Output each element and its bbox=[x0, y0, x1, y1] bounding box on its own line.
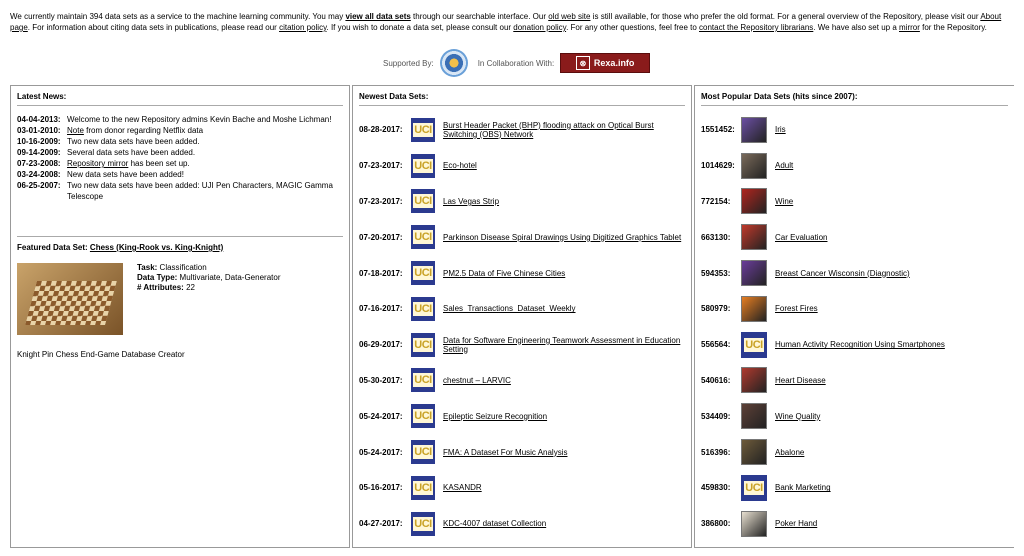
popular-hits: 386800: bbox=[701, 519, 731, 529]
newest-date: 08-28-2017: bbox=[359, 125, 403, 135]
popular-hits: 540616: bbox=[701, 375, 731, 385]
popular-dataset-link[interactable]: Wine Quality bbox=[775, 411, 821, 421]
type-label: Data Type: bbox=[137, 273, 178, 282]
popular-dataset-link[interactable]: Human Activity Recognition Using Smartphones bbox=[775, 340, 945, 350]
newest-datasets-title: Newest Data Sets: bbox=[359, 92, 429, 101]
popular-hits: 772154: bbox=[701, 196, 731, 206]
news-item bbox=[17, 169, 343, 180]
featured-label: Featured Data Set: bbox=[17, 243, 88, 252]
newest-row bbox=[359, 470, 685, 506]
news-link[interactable]: Note bbox=[67, 126, 84, 135]
popular-dataset-link[interactable]: Forest Fires bbox=[775, 304, 818, 314]
newest-row bbox=[359, 291, 685, 327]
featured-dataset bbox=[17, 243, 343, 256]
uci-icon-text: UCI bbox=[414, 231, 432, 244]
featured-task bbox=[137, 263, 280, 273]
uci-icon-text: UCI bbox=[414, 410, 432, 423]
newest-row bbox=[359, 219, 685, 255]
uci-icon[interactable] bbox=[411, 440, 435, 464]
popular-datasets-panel bbox=[694, 85, 1014, 548]
popular-row bbox=[701, 148, 1008, 184]
news-text-body: has been set up. bbox=[128, 159, 190, 168]
popular-row bbox=[701, 219, 1008, 255]
news-text bbox=[67, 114, 343, 125]
news-text-body: from donor regarding Netflix data bbox=[83, 126, 204, 135]
news-date: 09-14-2009: bbox=[17, 148, 61, 157]
newest-dataset-link[interactable]: Sales_Transactions_Dataset_Weekly bbox=[443, 304, 576, 314]
popular-dataset-link[interactable]: Abalone bbox=[775, 447, 805, 457]
news-date: 03-01-2010: bbox=[17, 126, 61, 135]
dataset-thumbnail-icon[interactable] bbox=[741, 367, 767, 393]
citation-policy-link[interactable]: citation policy bbox=[279, 23, 327, 32]
featured-meta bbox=[137, 263, 280, 293]
popular-dataset-link[interactable]: Wine bbox=[775, 196, 794, 206]
news-list bbox=[11, 106, 349, 202]
newest-date: 07-23-2017: bbox=[359, 161, 403, 171]
newest-row bbox=[359, 506, 685, 542]
popular-hits: 516396: bbox=[701, 447, 731, 457]
uci-icon-text: UCI bbox=[414, 123, 432, 136]
uci-icon[interactable] bbox=[411, 297, 435, 321]
newest-dataset-link[interactable]: Data for Software Engineering Teamwork Assessment in Education Setting bbox=[443, 335, 681, 354]
view-all-datasets-link[interactable]: view all data sets bbox=[345, 12, 411, 21]
featured-description: Knight Pin Chess End-Game Database Creator bbox=[17, 350, 185, 359]
nsf-logo-icon[interactable] bbox=[440, 49, 468, 77]
newest-date: 06-29-2017: bbox=[359, 340, 403, 350]
type-value: Multivariate, Data-Generator bbox=[179, 273, 281, 282]
news-date: 03-24-2008: bbox=[17, 170, 61, 179]
dataset-thumbnail-icon[interactable] bbox=[741, 224, 767, 250]
newest-date: 07-16-2017: bbox=[359, 304, 403, 314]
newest-row bbox=[359, 112, 685, 148]
uci-icon[interactable] bbox=[411, 333, 435, 357]
uci-icon[interactable] bbox=[411, 189, 435, 213]
popular-datasets-title: Most Popular Data Sets (hits since 2007): bbox=[701, 92, 858, 101]
newest-date: 07-20-2017: bbox=[359, 232, 403, 242]
dataset-thumbnail-icon[interactable] bbox=[741, 403, 767, 429]
uci-icon[interactable] bbox=[411, 118, 435, 142]
popular-row bbox=[701, 470, 1008, 506]
popular-row bbox=[701, 363, 1008, 399]
support-bar bbox=[383, 52, 650, 74]
popular-row bbox=[701, 291, 1008, 327]
popular-dataset-link[interactable]: Heart Disease bbox=[775, 375, 826, 385]
dataset-thumbnail-icon[interactable] bbox=[741, 260, 767, 286]
news-text bbox=[67, 158, 343, 169]
dataset-thumbnail-icon[interactable] bbox=[741, 511, 767, 537]
divider bbox=[359, 105, 685, 106]
news-item bbox=[17, 136, 343, 147]
task-value: Classification bbox=[159, 263, 207, 272]
contact-librarians-link[interactable]: contact the Repository librarians bbox=[699, 23, 814, 32]
newest-date: 04-27-2017: bbox=[359, 519, 403, 529]
uci-icon[interactable] bbox=[411, 225, 435, 249]
newest-dataset-link[interactable]: FMA: A Dataset For Music Analysis bbox=[443, 447, 568, 457]
uci-icon-text: UCI bbox=[414, 195, 432, 208]
news-item bbox=[17, 147, 343, 158]
featured-attributes bbox=[137, 283, 280, 293]
popular-row bbox=[701, 327, 1008, 363]
news-text-body: Two new data sets have been added. bbox=[67, 137, 200, 146]
popular-row bbox=[701, 255, 1008, 291]
newest-dataset-link[interactable]: KDC-4007 dataset Collection bbox=[443, 519, 547, 529]
newest-dataset-link[interactable]: PM2.5 Data of Five Chinese Cities bbox=[443, 268, 566, 278]
popular-row bbox=[701, 112, 1008, 148]
news-text-body: New data sets have been added! bbox=[67, 170, 184, 179]
news-text bbox=[67, 125, 343, 136]
intro-part: . For information about citing data sets in publications, please read our bbox=[27, 23, 280, 32]
newest-row bbox=[359, 148, 685, 184]
news-item bbox=[17, 125, 343, 136]
uci-icon[interactable] bbox=[411, 154, 435, 178]
news-text-body: Welcome to the new Repository admins Kevin Bache and Moshe Lichman! bbox=[67, 115, 332, 124]
uci-icon-text: UCI bbox=[414, 159, 432, 172]
newest-date: 05-24-2017: bbox=[359, 447, 403, 457]
uci-icon[interactable] bbox=[411, 261, 435, 285]
intro-part: is still available, for those who prefer the old format. For a general overview of the Repository, please visit our bbox=[590, 12, 981, 21]
newest-row bbox=[359, 434, 685, 470]
newest-dataset-link[interactable]: Burst Header Packet (BHP) flooding attack on Optical Burst Switching (OBS) Network bbox=[443, 120, 654, 139]
newest-row bbox=[359, 184, 685, 220]
intro-part: . We have also set up a bbox=[813, 23, 899, 32]
news-text bbox=[67, 169, 343, 180]
newest-row bbox=[359, 363, 685, 399]
newest-date: 07-18-2017: bbox=[359, 268, 403, 278]
news-text-body: Several data sets have been added. bbox=[67, 148, 196, 157]
about-page-link[interactable]: About page bbox=[10, 12, 1002, 32]
newest-date: 05-16-2017: bbox=[359, 483, 403, 493]
intro-part: for the Repository. bbox=[919, 23, 987, 32]
newest-date: 05-24-2017: bbox=[359, 411, 403, 421]
newest-dataset-link[interactable]: Epileptic Seizure Recognition bbox=[443, 411, 548, 421]
news-text-body: Two new data sets have been added: UJI Pen Characters, MAGIC Gamma Telescope bbox=[67, 181, 333, 201]
latest-news-title: Latest News: bbox=[17, 92, 67, 101]
newest-dataset-link[interactable]: Eco-hotel bbox=[443, 161, 477, 171]
popular-dataset-link[interactable]: Breast Cancer Wisconsin (Diagnostic) bbox=[775, 268, 910, 278]
popular-dataset-link[interactable]: Bank Marketing bbox=[775, 483, 831, 493]
dataset-thumbnail-icon[interactable] bbox=[741, 188, 767, 214]
newest-date: 05-30-2017: bbox=[359, 375, 403, 385]
uci-icon[interactable] bbox=[411, 368, 435, 392]
popular-row bbox=[701, 506, 1008, 542]
newest-datasets-panel bbox=[352, 85, 692, 548]
uci-icon-text: UCI bbox=[745, 338, 763, 351]
divider bbox=[701, 105, 1008, 106]
uci-icon-text: UCI bbox=[414, 302, 432, 315]
dataset-thumbnail-icon[interactable] bbox=[741, 117, 767, 143]
popular-hits: 556564: bbox=[701, 340, 731, 350]
uci-icon[interactable] bbox=[411, 404, 435, 428]
featured-type bbox=[137, 273, 280, 283]
uci-icon[interactable] bbox=[741, 475, 767, 501]
latest-news-panel bbox=[10, 85, 350, 548]
uci-icon-text: UCI bbox=[414, 267, 432, 280]
uci-icon-text: UCI bbox=[414, 446, 432, 459]
uci-icon-text: UCI bbox=[414, 481, 432, 494]
newest-row bbox=[359, 255, 685, 291]
rexa-logo-text: Rexa.info bbox=[593, 58, 635, 68]
uci-icon[interactable] bbox=[741, 332, 767, 358]
newest-row bbox=[359, 398, 685, 434]
attr-value: 22 bbox=[186, 283, 195, 292]
dataset-thumbnail-icon[interactable] bbox=[741, 153, 767, 179]
uci-icon-text: UCI bbox=[745, 481, 763, 494]
uci-icon-text: UCI bbox=[414, 338, 432, 351]
intro-part: We currently maintain 394 data sets as a service to the machine learning community. You may bbox=[10, 12, 346, 21]
collaboration-label: In Collaboration With: bbox=[477, 58, 555, 68]
mirror-link[interactable]: mirror bbox=[899, 23, 920, 32]
popular-dataset-link[interactable]: Car Evaluation bbox=[775, 232, 828, 242]
intro-part: through our searchable interface. Our bbox=[410, 12, 549, 21]
popular-hits: 580979: bbox=[701, 304, 731, 314]
task-label: Task: bbox=[137, 263, 158, 272]
intro-part: . For any other questions, feel free to bbox=[566, 23, 700, 32]
news-date: 10-16-2009: bbox=[17, 137, 61, 146]
popular-hits: 594353: bbox=[701, 268, 731, 278]
news-date: 04-04-2013: bbox=[17, 115, 61, 124]
popular-list bbox=[701, 112, 1008, 542]
news-item bbox=[17, 180, 343, 202]
popular-dataset-link[interactable]: Adult bbox=[775, 161, 794, 171]
uci-icon-text: UCI bbox=[414, 517, 432, 530]
old-web-site-link[interactable]: old web site bbox=[548, 12, 591, 21]
popular-hits: 663130: bbox=[701, 232, 731, 242]
popular-row bbox=[701, 434, 1008, 470]
popular-hits: 1014629: bbox=[701, 161, 735, 171]
popular-hits: 534409: bbox=[701, 411, 731, 421]
newest-list bbox=[359, 112, 685, 542]
news-text bbox=[67, 180, 343, 202]
news-item bbox=[17, 114, 343, 125]
popular-hits: 459830: bbox=[701, 483, 731, 493]
news-text bbox=[67, 136, 343, 147]
donation-policy-link[interactable]: donation policy bbox=[513, 23, 567, 32]
popular-hits: 1551452: bbox=[701, 125, 735, 135]
divider bbox=[17, 236, 343, 237]
newest-row bbox=[359, 327, 685, 363]
uci-icon[interactable] bbox=[411, 476, 435, 500]
news-date: 06-25-2007: bbox=[17, 181, 61, 190]
uci-icon[interactable] bbox=[411, 512, 435, 536]
popular-row bbox=[701, 184, 1008, 220]
newest-date: 07-23-2017: bbox=[359, 196, 403, 206]
popular-dataset-link[interactable]: Iris bbox=[775, 125, 786, 135]
rexa-logo[interactable] bbox=[560, 53, 650, 73]
rexa-mark-icon: ⊗ bbox=[576, 56, 590, 70]
uci-icon-text: UCI bbox=[414, 374, 432, 387]
news-text bbox=[67, 147, 343, 158]
dataset-thumbnail-icon[interactable] bbox=[741, 296, 767, 322]
dataset-thumbnail-icon[interactable] bbox=[741, 439, 767, 465]
attr-label: # Attributes: bbox=[137, 283, 184, 292]
featured-dataset-link[interactable]: Chess (King-Rook vs. King-Knight) bbox=[89, 243, 224, 252]
featured-heading bbox=[17, 243, 343, 256]
intro-part: . If you wish to donate a data set, please consult our bbox=[326, 23, 514, 32]
popular-row bbox=[701, 398, 1008, 434]
chess-board bbox=[25, 281, 117, 325]
news-item bbox=[17, 158, 343, 169]
popular-dataset-link[interactable]: Poker Hand bbox=[775, 519, 818, 529]
newest-dataset-link[interactable]: Parkinson Disease Spiral Drawings Using Digitized Graphics Tablet bbox=[443, 232, 682, 242]
chess-image[interactable] bbox=[17, 263, 123, 335]
news-date: 07-23-2008: bbox=[17, 159, 61, 168]
newest-dataset-link[interactable]: Las Vegas Strip bbox=[443, 196, 500, 206]
supported-by-label: Supported By: bbox=[383, 58, 434, 68]
newest-dataset-link[interactable]: KASANDR bbox=[443, 483, 482, 493]
newest-dataset-link[interactable]: chestnut – LARVIC bbox=[443, 375, 511, 385]
news-link[interactable]: Repository mirror bbox=[67, 159, 129, 168]
intro-text bbox=[10, 11, 1020, 33]
